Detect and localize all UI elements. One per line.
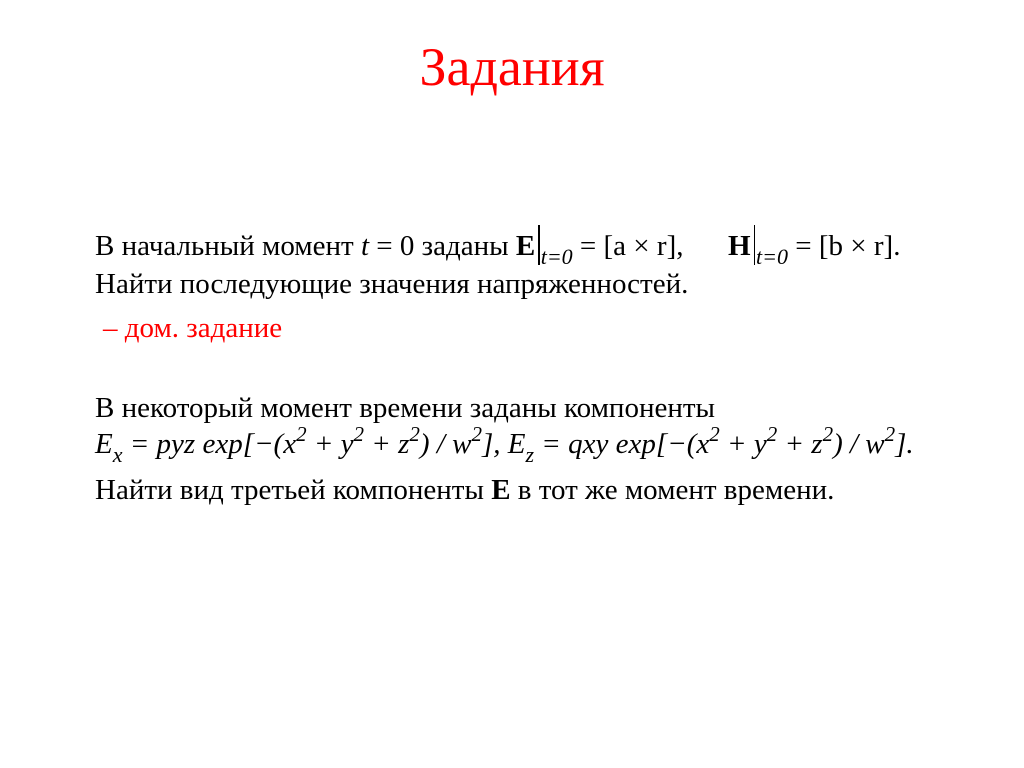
ex-sub: x (112, 442, 123, 467)
e-rhs: = [a × r], (579, 230, 684, 262)
h-symbol: H (727, 230, 751, 262)
ez-sub: z (525, 442, 535, 467)
ex-rhs-part: = pyz exp[−(x (122, 428, 297, 460)
slide-title: Задания (419, 37, 605, 97)
task1-intro: В начальный момент (95, 230, 354, 262)
ex-rhs-part: ) / w (419, 428, 472, 460)
ez-rhs-part: ]. (895, 428, 914, 460)
ez-rhs-part: + z (777, 428, 823, 460)
task2-intro: В некоторый момент времени заданы компоненты (95, 392, 716, 424)
power: 2 (353, 422, 365, 446)
ex-rhs-part: ], (481, 428, 508, 460)
ez-rhs-part: = qxy exp[−(x (534, 428, 710, 460)
power: 2 (709, 422, 720, 446)
evaluation-bar (538, 225, 540, 265)
task2-question-part: в тот же момент времени. (510, 474, 835, 506)
task2-question-part: Найти вид третьей компоненты (95, 474, 492, 506)
task1-condition (95, 225, 901, 269)
ex-symbol: E (95, 428, 113, 460)
power: 2 (766, 422, 778, 446)
e-condition-sub: t=0 (540, 244, 573, 269)
homework-note: – дом. задание (103, 312, 283, 344)
power: 2 (409, 422, 420, 446)
task2-formula (95, 422, 914, 467)
h-condition-sub: t=0 (756, 244, 789, 269)
e-condition-formula (515, 230, 691, 269)
power: 2 (471, 422, 482, 446)
ez-symbol: E (507, 428, 526, 460)
ex-rhs-part: + z (364, 428, 410, 460)
power: 2 (822, 422, 834, 446)
h-rhs: = [b × r]. (795, 230, 901, 262)
task2-question (95, 472, 834, 508)
h-condition-formula (727, 230, 901, 269)
ez-rhs-part: ) / w (833, 428, 885, 460)
ex-rhs-part: + y (306, 428, 354, 460)
ez-rhs-part: + y (719, 428, 767, 460)
power: 2 (884, 422, 896, 446)
task1-question: Найти последующие значения напряженностей. (95, 268, 689, 300)
task1-eq-zero: = 0 заданы (369, 230, 516, 262)
time-variable: t (360, 230, 370, 262)
power: 2 (296, 422, 307, 446)
e-vector-symbol: E (491, 474, 511, 506)
evaluation-bar (754, 225, 756, 265)
e-symbol: E (515, 230, 536, 262)
